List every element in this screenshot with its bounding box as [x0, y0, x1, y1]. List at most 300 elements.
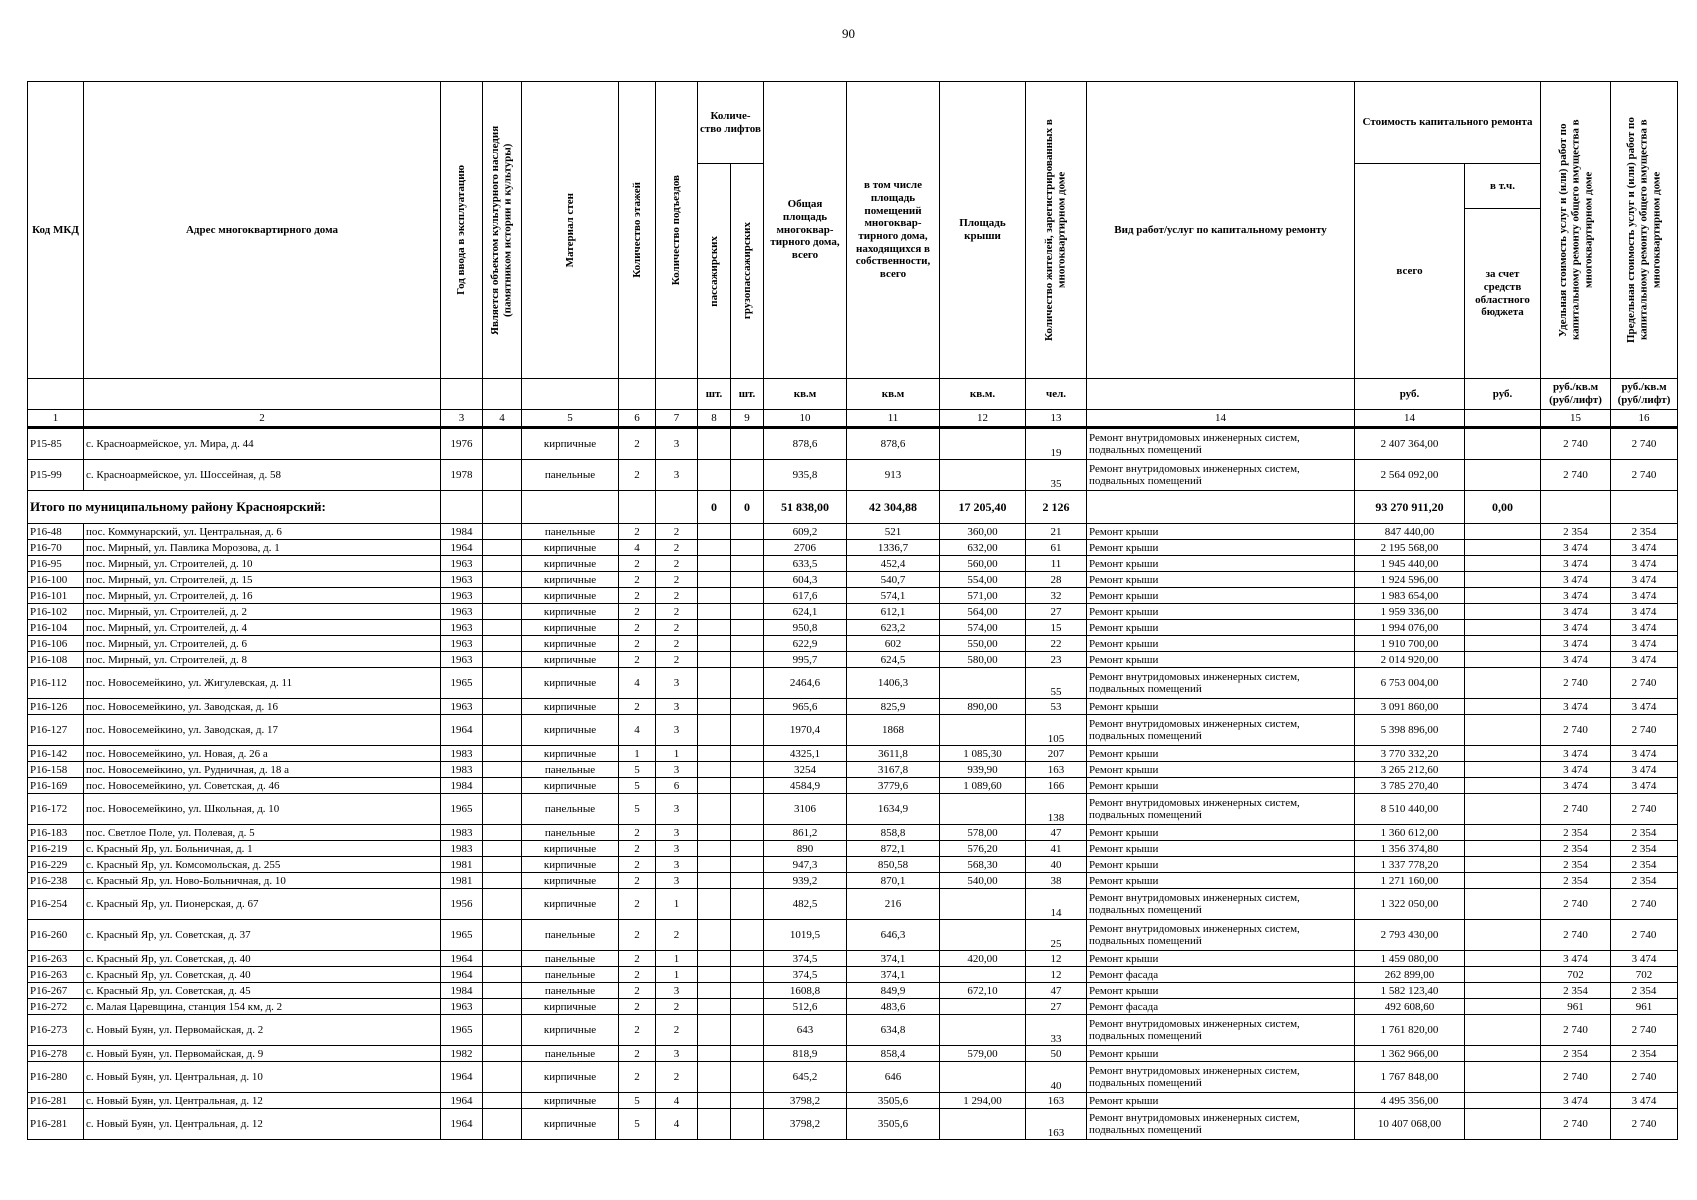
header-unit-cost: Удельная стоимость услуг и (или) работ по капитальному ремонту общего имущества в многоквартирном доме: [1541, 82, 1611, 379]
cell-cost-total: 1 767 848,00: [1355, 1062, 1465, 1093]
cell-address: с. Красный Яр, ул. Больничная, д. 1: [84, 841, 441, 857]
column-number: 14: [1355, 410, 1465, 428]
table-row: [28, 1062, 1678, 1093]
cell-code: Р16-260: [28, 920, 84, 951]
cell-residents: 32: [1026, 588, 1087, 604]
cell-cost-total: 1 337 778,20: [1355, 857, 1465, 873]
cell-total-area: 939,2: [764, 873, 847, 889]
total-passenger: 0: [698, 491, 731, 524]
header-cargo: грузопассажирских: [731, 164, 764, 379]
cell-unit-cost: 961: [1541, 999, 1611, 1015]
cell-max-cost: 3 474: [1611, 699, 1678, 715]
cell-year: 1981: [441, 857, 483, 873]
cell-entrances: 2: [656, 999, 698, 1015]
cell-year: 1983: [441, 746, 483, 762]
cell-roof-area: [940, 1062, 1026, 1093]
cell-cost-total: 2 195 568,00: [1355, 540, 1465, 556]
cell-owned-area: 913: [847, 460, 940, 491]
cell-owned-area: 521: [847, 524, 940, 540]
cell-floors: 2: [619, 1015, 656, 1046]
cell-walls: кирпичные: [522, 1015, 619, 1046]
cell-max-cost: 2 740: [1611, 1015, 1678, 1046]
cell-year: 1964: [441, 951, 483, 967]
table-row: [28, 999, 1678, 1015]
header-walls: Материал стен: [522, 82, 619, 379]
cell-floors: 2: [619, 588, 656, 604]
total-label: Итого по муниципальному району Красноярский:: [28, 491, 441, 524]
cell-unit-cost: 2 740: [1541, 460, 1611, 491]
cell-floors: 2: [619, 841, 656, 857]
cell-cargo: [731, 1109, 764, 1140]
cell-entrances: 2: [656, 524, 698, 540]
cell-max-cost: 3 474: [1611, 1093, 1678, 1109]
cell-cost-regional: [1465, 668, 1541, 699]
cell-address: с. Красноармейское, ул. Шоссейная, д. 58: [84, 460, 441, 491]
table-row: [28, 825, 1678, 841]
cell-roof-area: 571,00: [940, 588, 1026, 604]
cell-walls: кирпичные: [522, 572, 619, 588]
cell-unit-cost: 2 740: [1541, 920, 1611, 951]
cell-residents: 23: [1026, 652, 1087, 668]
cell-residents: 14: [1026, 889, 1087, 920]
cell-heritage: [483, 967, 522, 983]
cell-walls: кирпичные: [522, 588, 619, 604]
cell-address: с. Красный Яр, ул. Советская, д. 40: [84, 967, 441, 983]
cell-walls: кирпичные: [522, 1062, 619, 1093]
cell-entrances: 6: [656, 778, 698, 794]
column-number: 9: [731, 410, 764, 428]
cell-cargo: [731, 1093, 764, 1109]
cell-walls: кирпичные: [522, 540, 619, 556]
cell-cargo: [731, 794, 764, 825]
cell-cost-total: 1 761 820,00: [1355, 1015, 1465, 1046]
cell-code: Р16-127: [28, 715, 84, 746]
table-row: [28, 572, 1678, 588]
cell-address: с. Новый Буян, ул. Первомайская, д. 9: [84, 1046, 441, 1062]
cell-work-type: Ремонт крыши: [1087, 572, 1355, 588]
cell-total-area: 482,5: [764, 889, 847, 920]
cell-residents: 25: [1026, 920, 1087, 951]
cell-address: пос. Новосемейкино, ул. Советская, д. 46: [84, 778, 441, 794]
cell-max-cost: 2 740: [1611, 794, 1678, 825]
cell-walls: кирпичные: [522, 857, 619, 873]
cell-owned-area: 1406,3: [847, 668, 940, 699]
cell-roof-area: 1 089,60: [940, 778, 1026, 794]
cell-passenger: [698, 620, 731, 636]
cell-code: Р16-273: [28, 1015, 84, 1046]
cell-address: с. Новый Буян, ул. Центральная, д. 10: [84, 1062, 441, 1093]
cell-roof-area: 1 294,00: [940, 1093, 1026, 1109]
cell-walls: кирпичные: [522, 636, 619, 652]
cell-cost-regional: [1465, 778, 1541, 794]
cell-heritage: [483, 746, 522, 762]
cell-address: с. Новый Буян, ул. Центральная, д. 12: [84, 1093, 441, 1109]
cell-floors: 2: [619, 857, 656, 873]
cell-unit-cost: 3 474: [1541, 620, 1611, 636]
cell-walls: кирпичные: [522, 1109, 619, 1140]
table-row: [28, 873, 1678, 889]
cell-walls: кирпичные: [522, 778, 619, 794]
cell-cargo: [731, 540, 764, 556]
cell-roof-area: [940, 794, 1026, 825]
cell-owned-area: 646: [847, 1062, 940, 1093]
cell-roof-area: 550,00: [940, 636, 1026, 652]
cell-cost-total: 1 459 080,00: [1355, 951, 1465, 967]
cell-year: 1964: [441, 715, 483, 746]
cell-cargo: [731, 999, 764, 1015]
cell-floors: 2: [619, 620, 656, 636]
header-max-cost: Предельная стоимость услуг и (или) работ по капитальному ремонту общего имущества в многоквартирном доме: [1611, 82, 1678, 379]
cell-heritage: [483, 983, 522, 999]
cell-passenger: [698, 460, 731, 491]
cell-cost-total: 1 959 336,00: [1355, 604, 1465, 620]
cell-floors: 2: [619, 967, 656, 983]
cell-unit-cost: 2 354: [1541, 1046, 1611, 1062]
total-cost: 93 270 911,20: [1355, 491, 1465, 524]
cell-max-cost: 2 740: [1611, 428, 1678, 460]
cell-work-type: Ремонт крыши: [1087, 556, 1355, 572]
cell-walls: кирпичные: [522, 652, 619, 668]
cell-owned-area: 646,3: [847, 920, 940, 951]
table-row: [28, 889, 1678, 920]
cell-cargo: [731, 1015, 764, 1046]
cell-cost-total: 1 910 700,00: [1355, 636, 1465, 652]
cell-passenger: [698, 652, 731, 668]
cell-entrances: 3: [656, 428, 698, 460]
cell-cargo: [731, 873, 764, 889]
cell-entrances: 3: [656, 841, 698, 857]
cell-passenger: [698, 841, 731, 857]
cell-owned-area: 878,6: [847, 428, 940, 460]
cell-entrances: 2: [656, 588, 698, 604]
cell-year: 1965: [441, 668, 483, 699]
total-regional: 0,00: [1465, 491, 1541, 524]
cell-owned-area: 634,8: [847, 1015, 940, 1046]
cell-code: Р16-219: [28, 841, 84, 857]
cell-unit-cost: 3 474: [1541, 540, 1611, 556]
cell-walls: кирпичные: [522, 556, 619, 572]
cell-heritage: [483, 699, 522, 715]
cell-unit-cost: 3 474: [1541, 636, 1611, 652]
cell-code: Р16-104: [28, 620, 84, 636]
cell-work-type: Ремонт внутридомовых инженерных систем, подвальных помещений: [1087, 460, 1355, 491]
cell-year: 1964: [441, 967, 483, 983]
cell-unit-cost: 2 740: [1541, 889, 1611, 920]
cell-cost-total: 1 356 374,80: [1355, 841, 1465, 857]
table-row: [28, 668, 1678, 699]
header-year: Год ввода в эксплуатацию: [441, 82, 483, 379]
column-number: 7: [656, 410, 698, 428]
table-row: [28, 746, 1678, 762]
cell-max-cost: 2 740: [1611, 1062, 1678, 1093]
header-code: Код МКД: [28, 82, 84, 379]
cell-code: Р16-106: [28, 636, 84, 652]
cell-entrances: 1: [656, 951, 698, 967]
cell-entrances: 3: [656, 983, 698, 999]
cell-owned-area: 850,58: [847, 857, 940, 873]
table-row: [28, 951, 1678, 967]
cell-year: 1984: [441, 524, 483, 540]
cell-cost-regional: [1465, 636, 1541, 652]
cell-heritage: [483, 841, 522, 857]
cell-work-type: Ремонт крыши: [1087, 951, 1355, 967]
table-row: [28, 556, 1678, 572]
cell-cargo: [731, 699, 764, 715]
cell-residents: 163: [1026, 1093, 1087, 1109]
cell-year: 1956: [441, 889, 483, 920]
column-number: 8: [698, 410, 731, 428]
cell-cost-regional: [1465, 524, 1541, 540]
cell-cost-total: 1 983 654,00: [1355, 588, 1465, 604]
cell-cost-regional: [1465, 920, 1541, 951]
cell-residents: 41: [1026, 841, 1087, 857]
cell-floors: 1: [619, 746, 656, 762]
cell-unit-cost: 2 740: [1541, 1015, 1611, 1046]
cell-owned-area: 374,1: [847, 951, 940, 967]
cell-heritage: [483, 951, 522, 967]
cell-entrances: 2: [656, 604, 698, 620]
cell-code: Р16-254: [28, 889, 84, 920]
unit-rubsqm-1: руб./кв.м (руб/лифт): [1541, 379, 1611, 410]
total-cargo: 0: [731, 491, 764, 524]
cell-owned-area: 849,9: [847, 983, 940, 999]
cell-address: с. Красный Яр, ул. Пионерская, д. 67: [84, 889, 441, 920]
cell-unit-cost: 3 474: [1541, 604, 1611, 620]
cell-owned-area: 3779,6: [847, 778, 940, 794]
cell-walls: кирпичные: [522, 1093, 619, 1109]
header-including: в т.ч.: [1465, 164, 1541, 209]
cell-heritage: [483, 873, 522, 889]
cell-year: 1964: [441, 1109, 483, 1140]
cell-total-area: 947,3: [764, 857, 847, 873]
unit-code: [28, 379, 84, 410]
cell-walls: кирпичные: [522, 715, 619, 746]
cell-cost-total: 1 582 123,40: [1355, 983, 1465, 999]
cell-work-type: Ремонт внутридомовых инженерных систем, подвальных помещений: [1087, 1109, 1355, 1140]
header-total-area: Общая площадь многоквар-тирного дома, всего: [764, 82, 847, 379]
cell-owned-area: 1868: [847, 715, 940, 746]
cell-cost-regional: [1465, 572, 1541, 588]
cell-work-type: Ремонт крыши: [1087, 1046, 1355, 1062]
cell-walls: кирпичные: [522, 889, 619, 920]
cell-entrances: 4: [656, 1093, 698, 1109]
cell-owned-area: 1634,9: [847, 794, 940, 825]
cell-passenger: [698, 983, 731, 999]
cell-work-type: Ремонт крыши: [1087, 540, 1355, 556]
column-number: 13: [1026, 410, 1087, 428]
cell-address: пос. Мирный, ул. Строителей, д. 6: [84, 636, 441, 652]
cell-year: 1964: [441, 540, 483, 556]
cell-walls: кирпичные: [522, 668, 619, 699]
cell-heritage: [483, 1062, 522, 1093]
header-owned-area: в том числе площадь помещений многоквар-тирного дома, находящихся в собственности, всего: [847, 82, 940, 379]
cell-max-cost: 2 740: [1611, 460, 1678, 491]
cell-address: с. Красноармейское, ул. Мира, д. 44: [84, 428, 441, 460]
column-number: 1: [28, 410, 84, 428]
cell-unit-cost: 2 740: [1541, 1109, 1611, 1140]
cell-cargo: [731, 1062, 764, 1093]
cell-roof-area: 1 085,30: [940, 746, 1026, 762]
cell-passenger: [698, 873, 731, 889]
cell-floors: 5: [619, 778, 656, 794]
cell-cost-total: 3 785 270,40: [1355, 778, 1465, 794]
cell-cost-total: 6 753 004,00: [1355, 668, 1465, 699]
cell-cargo: [731, 460, 764, 491]
cell-cost-total: 3 265 212,60: [1355, 762, 1465, 778]
cell-residents: 21: [1026, 524, 1087, 540]
cell-owned-area: 3505,6: [847, 1109, 940, 1140]
cell-code: Р16-238: [28, 873, 84, 889]
cell-address: с. Красный Яр, ул. Советская, д. 40: [84, 951, 441, 967]
table-row: [28, 604, 1678, 620]
cell-residents: 166: [1026, 778, 1087, 794]
cell-total-area: 645,2: [764, 1062, 847, 1093]
cell-heritage: [483, 604, 522, 620]
unit-pcs-1: шт.: [698, 379, 731, 410]
cell-roof-area: 420,00: [940, 951, 1026, 967]
cell-code: Р15-85: [28, 428, 84, 460]
unit-work: [1087, 379, 1355, 410]
cell-roof-area: [940, 889, 1026, 920]
cell-cost-total: 1 945 440,00: [1355, 556, 1465, 572]
column-number: 16: [1611, 410, 1678, 428]
total-owned-area: 42 304,88: [847, 491, 940, 524]
total-unit-cost: [1541, 491, 1611, 524]
cell-roof-area: [940, 668, 1026, 699]
cell-passenger: [698, 794, 731, 825]
cell-code: Р16-126: [28, 699, 84, 715]
cell-code: Р16-100: [28, 572, 84, 588]
cell-cost-regional: [1465, 794, 1541, 825]
header-heritage: Является объектом культурного наследия (памятником истории и культуры): [483, 82, 522, 379]
cell-owned-area: 825,9: [847, 699, 940, 715]
column-number: 10: [764, 410, 847, 428]
cell-residents: 47: [1026, 825, 1087, 841]
cell-code: Р16-112: [28, 668, 84, 699]
cell-roof-area: 580,00: [940, 652, 1026, 668]
cell-year: 1963: [441, 999, 483, 1015]
table-row: [28, 1046, 1678, 1062]
cell-entrances: 1: [656, 746, 698, 762]
cell-total-area: 2464,6: [764, 668, 847, 699]
cell-total-area: 950,8: [764, 620, 847, 636]
cell-cost-regional: [1465, 841, 1541, 857]
cell-work-type: Ремонт внутридомовых инженерных систем, подвальных помещений: [1087, 715, 1355, 746]
cell-total-area: 374,5: [764, 951, 847, 967]
cell-heritage: [483, 999, 522, 1015]
cell-cost-regional: [1465, 428, 1541, 460]
unit-rubsqm-2: руб./кв.м (руб/лифт): [1611, 379, 1678, 410]
cell-owned-area: 872,1: [847, 841, 940, 857]
cell-passenger: [698, 746, 731, 762]
cell-cost-regional: [1465, 540, 1541, 556]
cell-work-type: Ремонт крыши: [1087, 620, 1355, 636]
cell-cargo: [731, 951, 764, 967]
cell-address: с. Новый Буян, ул. Первомайская, д. 2: [84, 1015, 441, 1046]
column-number: 4: [483, 410, 522, 428]
cell-total-area: 861,2: [764, 825, 847, 841]
unit-rub-1: руб.: [1355, 379, 1465, 410]
cell-code: Р16-272: [28, 999, 84, 1015]
cell-roof-area: [940, 1015, 1026, 1046]
cell-owned-area: 3505,6: [847, 1093, 940, 1109]
cell-work-type: Ремонт крыши: [1087, 636, 1355, 652]
cell-unit-cost: 3 474: [1541, 1093, 1611, 1109]
cell-total-area: 1970,4: [764, 715, 847, 746]
unit-pcs-2: шт.: [731, 379, 764, 410]
cell-residents: 138: [1026, 794, 1087, 825]
cell-floors: 5: [619, 1093, 656, 1109]
cell-address: с. Красный Яр, ул. Ново-Больничная, д. 10: [84, 873, 441, 889]
cell-floors: 2: [619, 873, 656, 889]
cell-code: Р16-101: [28, 588, 84, 604]
unit-sqm-1: кв.м: [764, 379, 847, 410]
unit-entrances: [656, 379, 698, 410]
cell-heritage: [483, 668, 522, 699]
table-row: [28, 1109, 1678, 1140]
cell-heritage: [483, 778, 522, 794]
cell-cargo: [731, 620, 764, 636]
cell-cargo: [731, 715, 764, 746]
table-row: [28, 588, 1678, 604]
cell-owned-area: 3167,8: [847, 762, 940, 778]
cell-owned-area: 374,1: [847, 967, 940, 983]
cell-walls: панельные: [522, 920, 619, 951]
cell-year: 1978: [441, 460, 483, 491]
cell-address: пос. Новосемейкино, ул. Рудничная, д. 18 а: [84, 762, 441, 778]
cell-max-cost: 2 354: [1611, 983, 1678, 999]
cell-code: Р16-280: [28, 1062, 84, 1093]
cell-total-area: 622,9: [764, 636, 847, 652]
cell-floors: 5: [619, 794, 656, 825]
cell-heritage: [483, 556, 522, 572]
cell-passenger: [698, 1109, 731, 1140]
cell-passenger: [698, 524, 731, 540]
table-body: [28, 428, 1678, 1140]
cell-cost-regional: [1465, 588, 1541, 604]
cell-passenger: [698, 572, 731, 588]
cell-year: 1963: [441, 636, 483, 652]
cell-total-area: 617,6: [764, 588, 847, 604]
unit-floors: [619, 379, 656, 410]
column-number: [1465, 410, 1541, 428]
cell-address: пос. Мирный, ул. Павлика Морозова, д. 1: [84, 540, 441, 556]
unit-address: [84, 379, 441, 410]
header-entrances: Количество подъездов: [656, 82, 698, 379]
cell-cargo: [731, 841, 764, 857]
cell-passenger: [698, 825, 731, 841]
cell-max-cost: 2 354: [1611, 524, 1678, 540]
cell-code: Р16-183: [28, 825, 84, 841]
cell-work-type: Ремонт крыши: [1087, 746, 1355, 762]
cell-cargo: [731, 857, 764, 873]
cell-work-type: Ремонт внутридомовых инженерных систем, подвальных помещений: [1087, 920, 1355, 951]
cell-owned-area: 870,1: [847, 873, 940, 889]
cell-cargo: [731, 604, 764, 620]
cell-floors: 2: [619, 699, 656, 715]
header-cost-total: всего: [1355, 164, 1465, 379]
table-row: [28, 636, 1678, 652]
cell-address: пос. Светлое Поле, ул. Полевая, д. 5: [84, 825, 441, 841]
cell-max-cost: 702: [1611, 967, 1678, 983]
header-regional: за счет средств областного бюджета: [1465, 209, 1541, 379]
unit-people: чел.: [1026, 379, 1087, 410]
cell-cost-total: 1 322 050,00: [1355, 889, 1465, 920]
column-number: 5: [522, 410, 619, 428]
capital-repair-table-container: [27, 81, 1677, 1140]
table-row: [28, 1015, 1678, 1046]
cell-cost-total: 1 924 596,00: [1355, 572, 1465, 588]
